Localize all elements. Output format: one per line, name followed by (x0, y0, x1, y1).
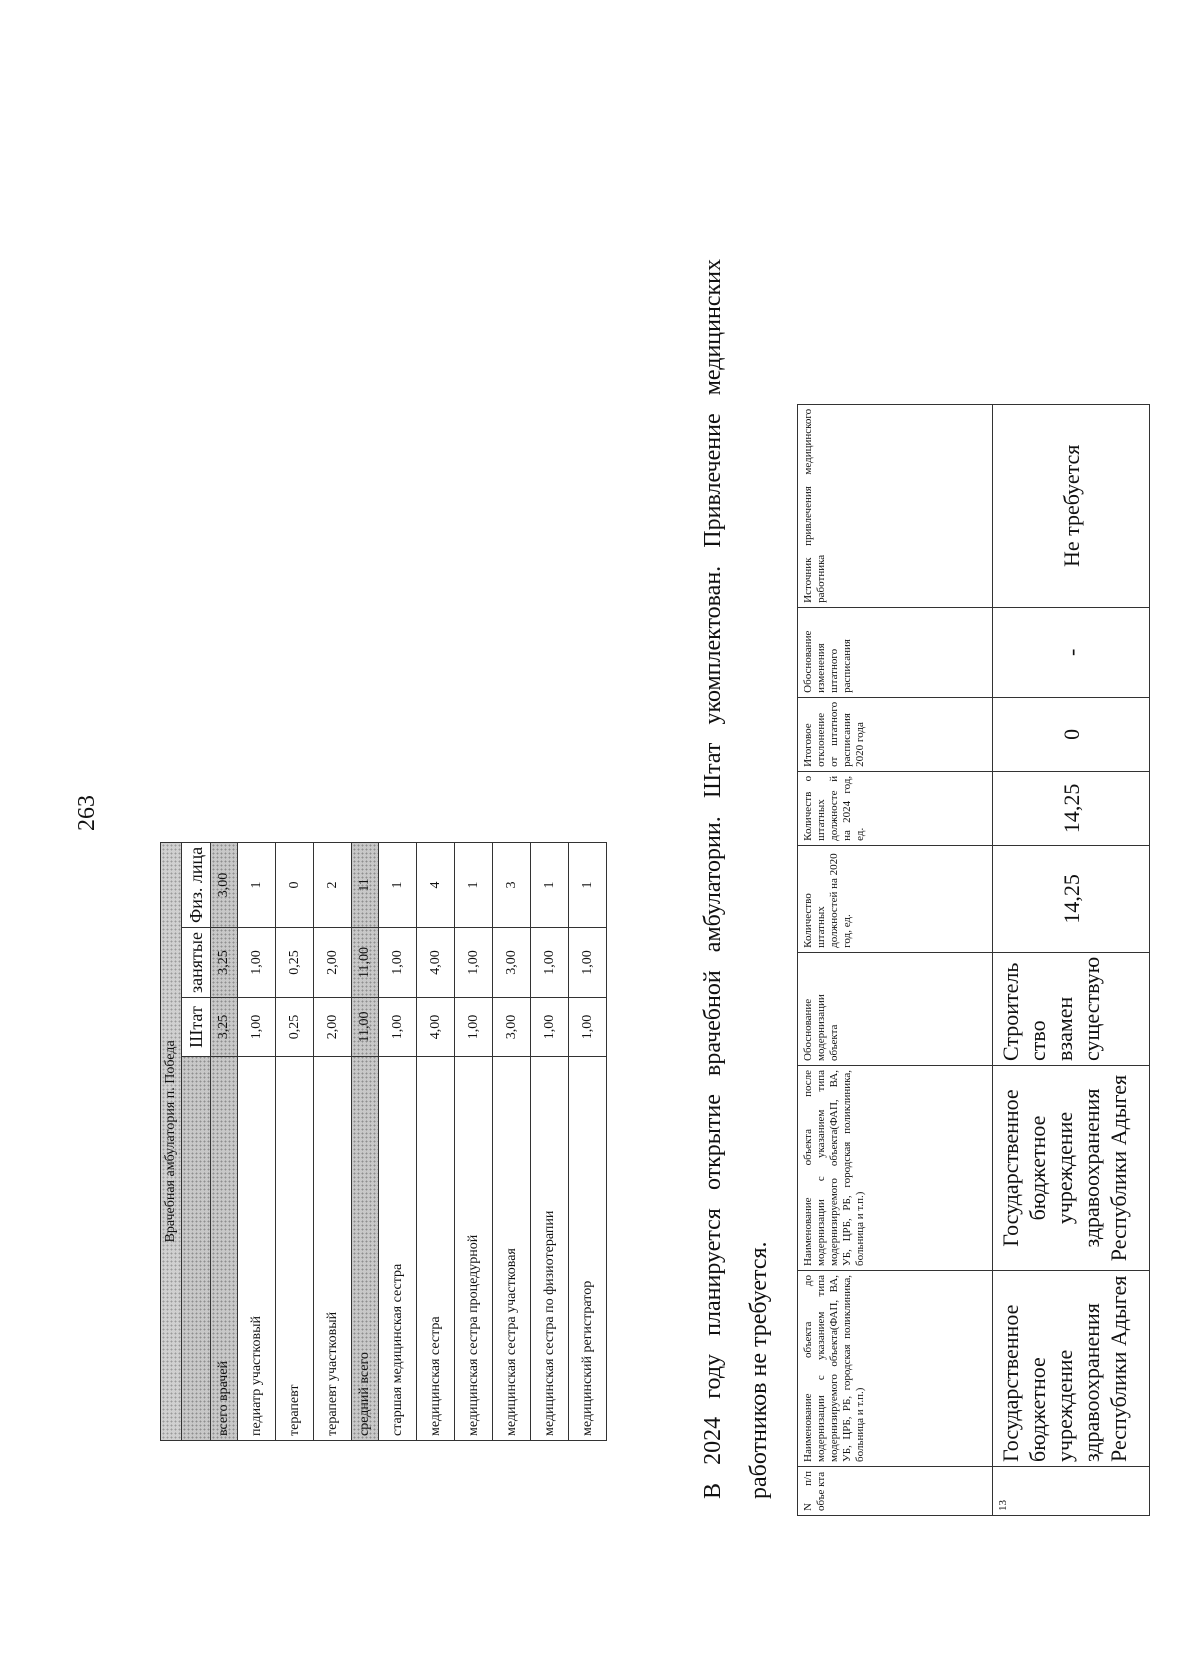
obj-header-before: Наименование объекта до модернизации с указанием типа модернизируемого объекта(ФАП, ВА, УБ, ЦРБ, РБ, городская поликлиника, больница и т.п.) (798, 1271, 993, 1467)
obj-cell-change-reason: - (993, 607, 1150, 697)
staff-cell-zanyatye: 2,00 (314, 928, 352, 998)
staff-cell-name: медицинская сестра участковая (493, 1057, 531, 1441)
staff-cell-name: медицинская сестра процедурной (455, 1057, 493, 1441)
staff-header-blank (182, 1057, 211, 1441)
obj-header-count-2020: Количество штатных должностей на 2020 год, ед. (798, 845, 993, 952)
obj-cell-count-2020: 14,25 (993, 845, 1150, 952)
staff-table-row (531, 842, 569, 1440)
object-table-row (993, 404, 1150, 1515)
staff-cell-fiz: 1 (238, 842, 276, 927)
staff-cell-fiz: 0 (276, 842, 314, 927)
staff-cell-fiz: 1 (379, 842, 417, 927)
obj-cell-num: 13 (993, 1467, 1150, 1516)
staff-table-body (211, 842, 607, 1440)
obj-header-source: Источник привлечения медицинского работника (798, 404, 993, 607)
staff-cell-fiz: 1 (569, 842, 607, 927)
staff-cell-shtat: 1,00 (569, 998, 607, 1057)
obj-cell-source: Не требуется (993, 404, 1150, 607)
obj-cell-reason: Строитель ство взамен существую (993, 952, 1150, 1065)
staff-cell-zanyatye: 1,00 (379, 928, 417, 998)
staff-cell-shtat: 4,00 (417, 998, 455, 1057)
staff-cell-fiz: 1 (531, 842, 569, 927)
page-number: 263 (74, 795, 100, 831)
obj-cell-count-2024: 14,25 (993, 771, 1150, 845)
staff-table-row (455, 842, 493, 1440)
staff-cell-zanyatye: 1,00 (238, 928, 276, 998)
staff-cell-zanyatye: 4,00 (417, 928, 455, 998)
staff-cell-name: терапевт (276, 1057, 314, 1441)
staff-header-zanyatye: занятые (182, 928, 211, 998)
object-table (797, 404, 1150, 1516)
staff-table-row (379, 842, 417, 1440)
staff-cell-name: старшая медицинская сестра (379, 1057, 417, 1441)
staff-cell-shtat: 0,25 (276, 998, 314, 1057)
object-table-header-row (798, 404, 993, 1515)
staff-cell-shtat: 3,00 (493, 998, 531, 1057)
staff-cell-zanyatye: 1,00 (455, 928, 493, 998)
staff-table-row (569, 842, 607, 1440)
staff-cell-name: средний всего (352, 1057, 379, 1441)
staff-cell-fiz: 3 (493, 842, 531, 927)
staff-cell-shtat: 1,00 (455, 998, 493, 1057)
staff-cell-name: медицинская сестра по физиотерапии (531, 1057, 569, 1441)
staff-cell-zanyatye: 3,25 (211, 928, 238, 998)
staff-cell-shtat: 1,00 (379, 998, 417, 1057)
staff-table-row (238, 842, 276, 1440)
paragraph: В 2024 году планируется открытие врачебной амбулатории. Штат укомплектован. Привлечение медицинских работников не требуется. (700, 259, 772, 1499)
staff-cell-shtat: 1,00 (238, 998, 276, 1057)
staff-cell-name: педиатр участковый (238, 1057, 276, 1441)
staff-cell-name: медицинская сестра (417, 1057, 455, 1441)
obj-header-reason: Обоснование модернизации объекта (798, 952, 993, 1065)
staff-table-row (493, 842, 531, 1440)
staff-cell-zanyatye: 1,00 (569, 928, 607, 998)
staff-cell-zanyatye: 1,00 (531, 928, 569, 998)
staff-table-header-row (182, 842, 211, 1440)
staff-table-title-row (161, 842, 182, 1440)
obj-header-num: N п/п объе кта (798, 1467, 993, 1516)
staff-table-row (211, 842, 238, 1440)
staff-cell-shtat: 1,00 (531, 998, 569, 1057)
staff-cell-name: терапевт участковый (314, 1057, 352, 1441)
obj-cell-deviation: 0 (993, 697, 1150, 771)
staff-header-fiz: Физ. лица (182, 842, 211, 927)
staff-cell-fiz: 1 (455, 842, 493, 927)
staff-table-row (314, 842, 352, 1440)
staff-cell-shtat: 11,00 (352, 998, 379, 1057)
staff-cell-fiz: 3,00 (211, 842, 238, 927)
obj-cell-before: Государственное бюджетное учреждение здравоохранения Республики Адыгея (993, 1271, 1150, 1467)
staff-cell-shtat: 3,25 (211, 998, 238, 1057)
staff-cell-name: медицинский регистратор (569, 1057, 607, 1441)
staff-table (160, 842, 607, 1441)
staff-cell-fiz: 2 (314, 842, 352, 927)
obj-header-after: Наименование объекта после модернизации с указанием типа модернизируемого объекта(ФАП, ВА, УБ, ЦРБ, РБ, городская поликлиника, больница и т.п.) (798, 1066, 993, 1271)
staff-cell-fiz: 11 (352, 842, 379, 927)
staff-cell-zanyatye: 11,00 (352, 928, 379, 998)
staff-cell-zanyatye: 3,00 (493, 928, 531, 998)
staff-table-title: Врачебная амбулатория п. Победа (161, 842, 182, 1440)
staff-table-row (276, 842, 314, 1440)
obj-header-change-reason: Обоснование изменения штатного расписания (798, 607, 993, 697)
obj-header-deviation: Итоговое отклонение от штатного расписания 2020 года (798, 697, 993, 771)
obj-header-count-2024: Количеств о штатных должносте й на 2024 год, ед. (798, 771, 993, 845)
obj-cell-after: Государственное бюджетное учреждение здравоохранения Республики Адыгея (993, 1066, 1150, 1271)
staff-cell-name: всего врачей (211, 1057, 238, 1441)
staff-cell-shtat: 2,00 (314, 998, 352, 1057)
staff-table-row (352, 842, 379, 1440)
staff-table-row (417, 842, 455, 1440)
staff-cell-zanyatye: 0,25 (276, 928, 314, 998)
staff-cell-fiz: 4 (417, 842, 455, 927)
staff-header-shtat: Штат (182, 998, 211, 1057)
